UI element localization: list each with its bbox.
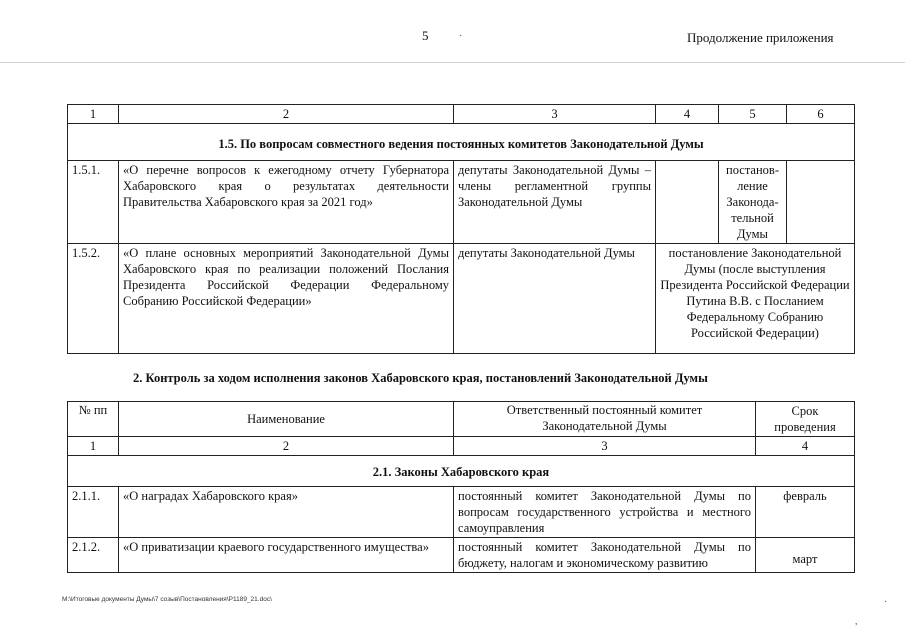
- row-form-merged: постановление Законодательной Думы (после выступления Президента Российской Федерации Путина В.В. с Посланием Федеральному Собранию Российской Федерации): [656, 244, 855, 354]
- header-num: № пп: [68, 402, 119, 437]
- col-number-2: 2: [119, 437, 454, 456]
- row-responsible: депутаты Законодательной Думы: [454, 244, 656, 354]
- row-name: «О приватизации краевого государственного имущества»: [119, 538, 454, 573]
- col-number-4: 4: [756, 437, 855, 456]
- col-number-6: 6: [787, 105, 855, 124]
- col-number-1: 1: [68, 105, 119, 124]
- row-cell-empty: [787, 161, 855, 244]
- plan-table-section-2: [67, 401, 855, 573]
- col-number-5: 5: [719, 105, 787, 124]
- section-row: [68, 456, 855, 487]
- col-number-2: 2: [119, 105, 454, 124]
- table-row: [68, 244, 855, 354]
- section-title-1-5: 1.5. По вопросам совместного ведения постоянных комитетов Законодательной Думы: [68, 124, 855, 161]
- section-2-heading: 2. Контроль за ходом исполнения законов Хабаровского края, постановлений Законодательной Думы: [133, 371, 708, 385]
- row-committee: постоянный комитет Законодательной Думы по бюджету, налогам и экономическому развитию: [454, 538, 756, 573]
- page-number: 5: [422, 28, 429, 43]
- section-title-2-1: 2.1. Законы Хабаровского края: [68, 456, 855, 487]
- row-number: 1.5.2.: [68, 244, 119, 354]
- row-name: «О наградах Хабаровского края»: [119, 487, 454, 538]
- plan-table-section-1: [67, 104, 855, 354]
- row-cell-empty: [656, 161, 719, 244]
- row-responsible: депутаты Законодательной Думы – члены регламентной группы Законодательной Думы: [454, 161, 656, 244]
- row-term: март: [756, 538, 855, 573]
- top-divider: [0, 62, 905, 63]
- header-row: [68, 402, 855, 437]
- row-committee: постоянный комитет Законодательной Думы по вопросам государственного устройства и местного самоуправления: [454, 487, 756, 538]
- column-number-row: [68, 437, 855, 456]
- col-number-4: 4: [656, 105, 719, 124]
- column-number-row: [68, 105, 855, 124]
- row-number: 2.1.2.: [68, 538, 119, 573]
- row-form: постанов-ление Законода-тельной Думы: [719, 161, 787, 244]
- row-term: февраль: [756, 487, 855, 538]
- table-row: [68, 538, 855, 573]
- section-row: [68, 124, 855, 161]
- col-number-3: 3: [454, 105, 656, 124]
- header-name: Наименование: [119, 402, 454, 437]
- scan-mark: ,: [855, 616, 858, 627]
- header-committee: Ответственный постоянный комитет Законодательной Думы: [454, 402, 756, 437]
- row-name: «О перечне вопросов к ежегодному отчету Губернатора Хабаровского края о результатах деятельности Правительства Хабаровского края за 2021 год»: [119, 161, 454, 244]
- scan-mark: ·: [884, 597, 888, 608]
- row-name: «О плане основных мероприятий Законодательной Думы Хабаровского края по реализации положений Послания Президента Российской Федерации Федеральному Собранию Российской Федерации»: [119, 244, 454, 354]
- table-row: [68, 161, 855, 244]
- scan-mark: ·: [459, 31, 463, 42]
- table-row: [68, 487, 855, 538]
- row-number: 2.1.1.: [68, 487, 119, 538]
- row-number: 1.5.1.: [68, 161, 119, 244]
- col-number-1: 1: [68, 437, 119, 456]
- continuation-label: Продолжение приложения: [687, 30, 834, 45]
- header-term: Срок проведения: [756, 402, 855, 437]
- col-number-3: 3: [454, 437, 756, 456]
- file-path-footer: М:\Итоговые документы Думы\7 созыв\Постановления\Р1189_21.doc\: [62, 596, 272, 603]
